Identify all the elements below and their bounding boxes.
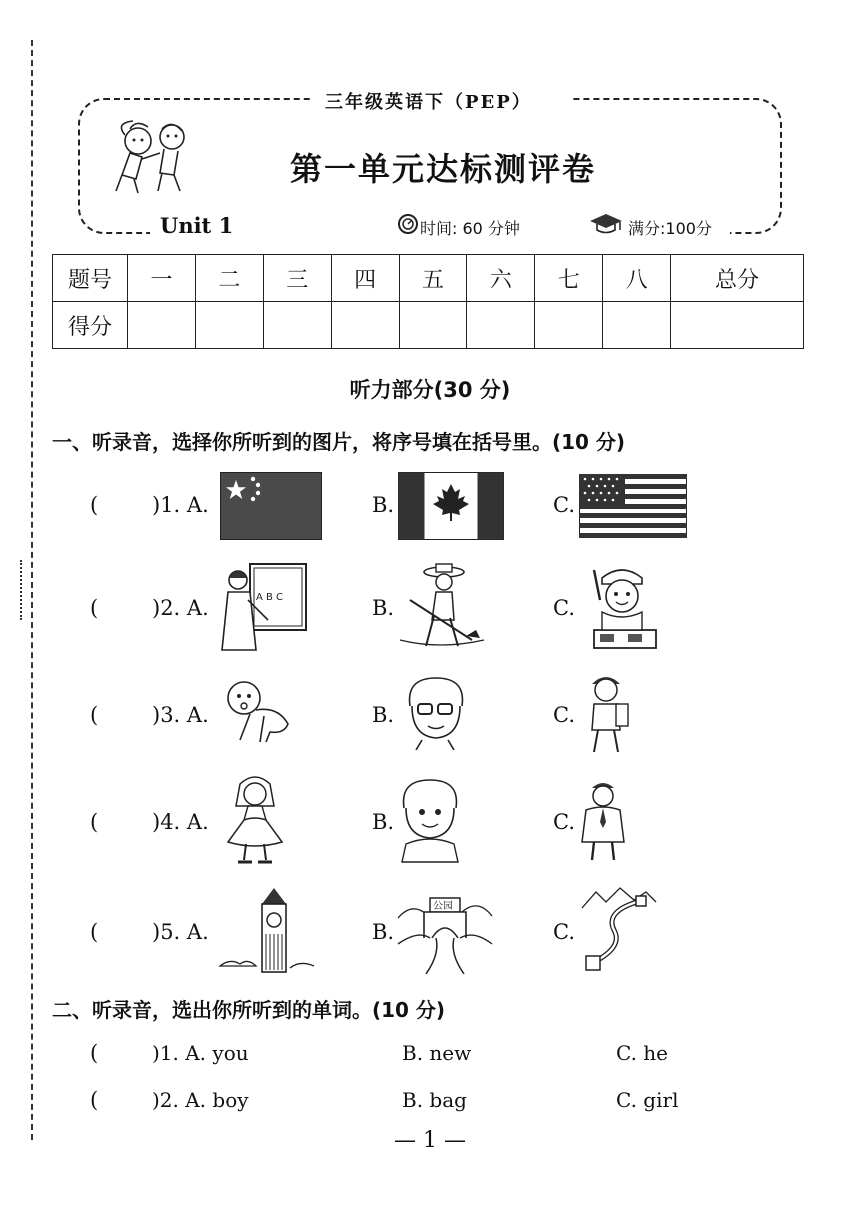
full-score: 满分:100分 <box>628 219 712 238</box>
board-text: A B C <box>256 592 284 603</box>
score-input-cell[interactable] <box>331 302 399 349</box>
score-input-cell[interactable] <box>128 302 196 349</box>
page-title: 第一单元达标测评卷 <box>290 150 597 188</box>
option-b-label: B. <box>372 703 395 727</box>
park-gate-picture[interactable] <box>396 888 494 974</box>
table-cell: 八 <box>603 255 671 302</box>
score-input-cell[interactable] <box>467 302 535 349</box>
question-number: )5. A. <box>152 920 209 944</box>
boy-picture[interactable] <box>396 778 464 864</box>
table-cell: 三 <box>263 255 331 302</box>
table-cell: 得分 <box>53 302 128 349</box>
score-table-header-row <box>53 255 804 302</box>
canada-flag-picture[interactable] <box>398 472 504 540</box>
part1-heading: 一、听录音，选择你所听到的图片，将序号填在括号里。(10 分) <box>52 430 626 454</box>
schoolboy-picture[interactable] <box>580 670 632 754</box>
baby-picture[interactable] <box>220 676 296 748</box>
man-picture[interactable] <box>578 778 628 862</box>
teacher-picture[interactable] <box>218 560 310 654</box>
option-c-label: C. <box>553 920 575 944</box>
unit-label: Unit 1 <box>160 213 234 238</box>
score-input-cell[interactable] <box>263 302 331 349</box>
nurse-picture[interactable] <box>580 560 664 654</box>
big-ben-picture[interactable] <box>218 886 318 974</box>
farmer-picture[interactable] <box>396 560 488 654</box>
table-cell: 六 <box>467 255 535 302</box>
word-question-2-option-b[interactable]: B. bag <box>402 1088 467 1112</box>
option-c-label: C. <box>553 493 575 517</box>
park-sign-text: 公园 <box>433 901 453 912</box>
clock-icon <box>396 212 420 236</box>
binding-marks <box>20 560 28 620</box>
question-number: )1. A. <box>152 493 209 517</box>
word-question-1-option-a[interactable]: )1. A. you <box>152 1041 249 1065</box>
usa-flag-picture[interactable] <box>579 474 687 538</box>
series-title: 三年级英语下（PEP） <box>325 92 532 113</box>
question-number: )2. A. <box>152 596 209 620</box>
question-number: )4. A. <box>152 810 209 834</box>
score-input-cell[interactable] <box>195 302 263 349</box>
score-input-cell[interactable] <box>671 302 804 349</box>
word-question-2-option-a[interactable]: )2. A. boy <box>152 1088 249 1112</box>
word-question-2-option-c[interactable]: C. girl <box>616 1088 679 1112</box>
graduation-cap-icon <box>588 212 624 236</box>
score-input-cell[interactable] <box>399 302 467 349</box>
option-c-label: C. <box>553 703 575 727</box>
table-cell: 二 <box>195 255 263 302</box>
answer-bracket[interactable]: ( <box>90 596 99 620</box>
word-question-1-option-b[interactable]: B. new <box>402 1041 472 1065</box>
time-limit: 时间: 60 分钟 <box>420 219 520 238</box>
girl-picture[interactable] <box>220 772 290 868</box>
score-input-cell[interactable] <box>535 302 603 349</box>
table-cell: 题号 <box>53 255 128 302</box>
answer-bracket[interactable]: ( <box>90 493 99 517</box>
great-wall-picture[interactable] <box>578 886 658 972</box>
grandpa-picture[interactable] <box>398 676 472 750</box>
table-cell: 五 <box>399 255 467 302</box>
china-flag-picture[interactable] <box>220 472 322 540</box>
binding-dashed-line <box>31 40 33 1140</box>
word-question-1-option-c[interactable]: C. he <box>616 1041 669 1065</box>
table-cell: 一 <box>128 255 196 302</box>
score-table <box>52 254 804 349</box>
answer-bracket[interactable]: ( <box>90 810 99 834</box>
option-b-label: B. <box>372 596 395 620</box>
question-number: )3. A. <box>152 703 209 727</box>
listening-section-title: 听力部分(30 分) <box>349 378 511 402</box>
option-b-label: B. <box>372 920 395 944</box>
option-b-label: B. <box>372 493 395 517</box>
option-c-label: C. <box>553 810 575 834</box>
option-c-label: C. <box>553 596 575 620</box>
score-input-cell[interactable] <box>603 302 671 349</box>
option-b-label: B. <box>372 810 395 834</box>
table-cell: 四 <box>331 255 399 302</box>
score-table-score-row <box>53 302 804 349</box>
answer-bracket[interactable]: ( <box>90 703 99 727</box>
answer-bracket[interactable]: ( <box>90 920 99 944</box>
kids-illustration <box>100 115 200 197</box>
answer-bracket[interactable]: ( <box>90 1041 99 1065</box>
part2-heading: 二、听录音，选出你所听到的单词。(10 分) <box>52 998 446 1022</box>
page-number: — 1 — <box>394 1128 466 1153</box>
table-cell: 七 <box>535 255 603 302</box>
table-cell: 总分 <box>671 255 804 302</box>
answer-bracket[interactable]: ( <box>90 1088 99 1112</box>
